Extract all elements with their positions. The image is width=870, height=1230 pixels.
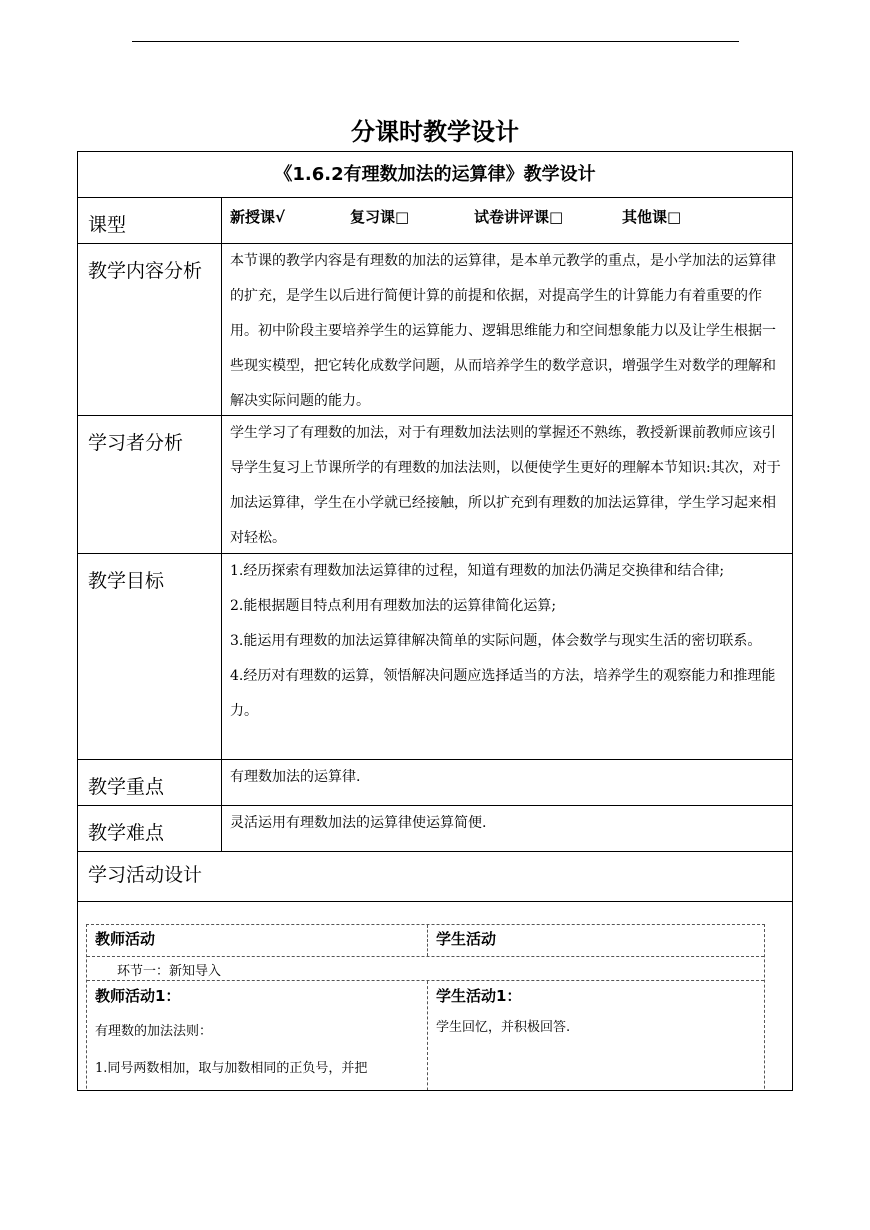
course-type-options — [222, 198, 792, 243]
course-type-label: 课型 — [78, 198, 222, 243]
activity-design-label: 学习活动设计 — [88, 864, 203, 886]
objective-item: 3.能运用有理数的加法运算律解决简单的实际问题，体会数学与现实生活的密切联系。 — [230, 633, 762, 649]
student-activity-header: 学生活动 — [436, 930, 497, 948]
student-activity-1-cell — [428, 981, 764, 1091]
content-analysis-row — [78, 244, 792, 416]
teacher-activity-1-cell — [87, 981, 428, 1091]
teacher-activity-1-line: 1.同号两数相加，取与加数相同的正负号，并把 — [95, 1061, 368, 1076]
objectives-list — [222, 554, 792, 759]
activity-1-row — [87, 981, 764, 1091]
lesson-title: 《1.6.2有理数加法的运算律》教学设计 — [274, 164, 596, 185]
objectives-label: 教学目标 — [78, 554, 222, 759]
teacher-header-cell — [87, 925, 428, 956]
teacher-activity-header: 教师活动 — [95, 930, 156, 948]
content-analysis-text: 本节课的教学内容是有理数的加法的运算律，是本单元教学的重点，是小学加法的运算律的扩充，是学生以后进行简便计算的前提和依据，对提高学生的计算能力有着重要的作用。初中阶段主要培养学生的运算能力、逻辑思维能力和空间想象能力以及让学生根据一些现实模型，把它转化成数学问题，从而培养学生的数学意识，增强学生对数学的理解和解决实际问题的能力。 — [230, 253, 776, 409]
student-activity-1-text: 学生回忆，并积极回答. — [436, 1020, 571, 1035]
page-title: 分课时教学设计 — [351, 118, 519, 146]
activity-header-row — [87, 925, 764, 957]
student-activity-1-title: 学生活动1： — [436, 987, 522, 1005]
teacher-activity-1-title: 教师活动1： — [95, 987, 181, 1005]
key-point-label: 教学重点 — [78, 760, 222, 805]
objective-item: 4.经历对有理数的运算，领悟解决问题应选择适当的方法，培养学生的观察能力和推理能力。 — [230, 668, 776, 719]
course-type-option: 复习课□ — [350, 208, 410, 226]
lesson-plan-table — [77, 151, 793, 1091]
course-type-row — [78, 198, 792, 244]
difficult-point-row — [78, 806, 792, 852]
objective-item: 2.能根据题目特点利用有理数加法的运算律简化运算; — [230, 598, 557, 614]
course-type-option: 试卷讲评课□ — [474, 208, 564, 226]
header-rule — [132, 41, 739, 42]
teacher-activity-1-line: 有理数的加法法则： — [95, 1024, 213, 1039]
course-type-option: 其他课□ — [622, 208, 682, 226]
difficult-point-text: 灵活运用有理数加法的运算律使运算简便. — [230, 815, 487, 831]
learner-analysis-text: 学生学习了有理数的加法，对于有理数加法法则的掌握还不熟练，教授新课前教师应该引导学生复习上节课所学的有理数的加法法则，以便使学生更好的理解本节知识:其次，对于加法运算律，学生在小学就已经接触，所以扩充到有理数的加法运算律，学生学习起来相对轻松。 — [230, 425, 781, 546]
activity-table — [86, 924, 765, 1091]
objective-item: 1.经历探索有理数加法运算律的过程，知道有理数的加法仍满足交换律和结合律; — [230, 563, 725, 579]
section-row — [87, 957, 764, 981]
student-header-cell — [428, 925, 764, 956]
difficult-point-label: 教学难点 — [78, 806, 222, 851]
objectives-row — [78, 554, 792, 760]
activity-design-row — [78, 852, 792, 902]
learner-analysis-label: 学习者分析 — [78, 416, 222, 553]
course-type-option: 新授课√ — [230, 208, 286, 226]
activity-table-area — [78, 902, 792, 1091]
section-label: 环节一：新知导入 — [117, 964, 222, 979]
content-analysis-label: 教学内容分析 — [78, 244, 222, 415]
key-point-text: 有理数加法的运算律. — [230, 769, 361, 785]
lesson-title-row — [78, 152, 792, 198]
key-point-row — [78, 760, 792, 806]
learner-analysis-row — [78, 416, 792, 554]
